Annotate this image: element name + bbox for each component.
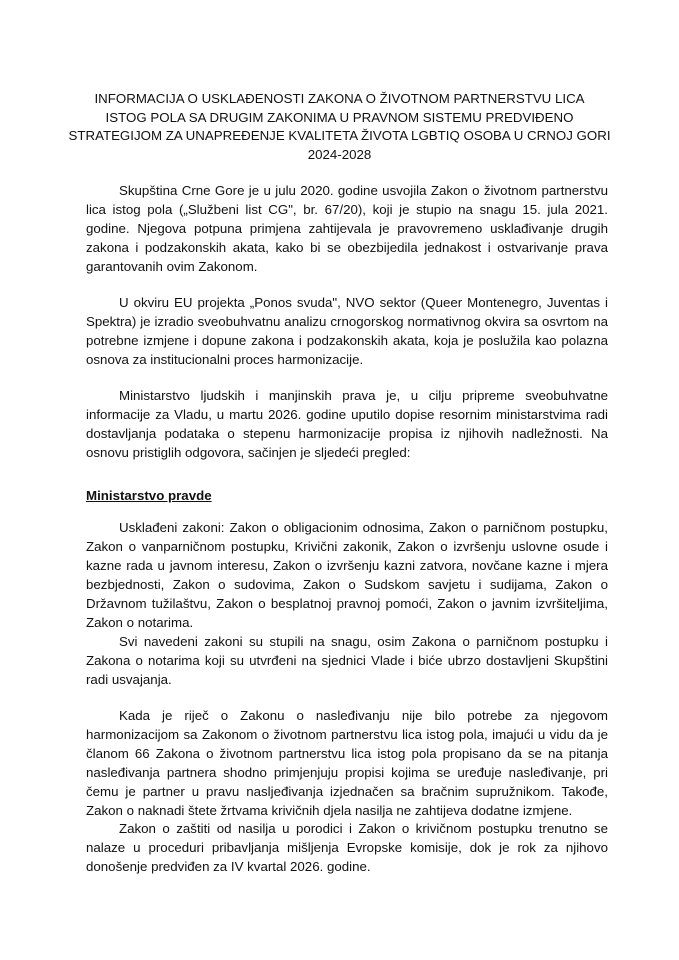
- section-paragraph: Zakon o zaštiti od nasilja u porodici i Zakon o krivičnom postupku trenutno se nalaze u proceduri pribavljanja mišljenja Evropske komisije, dok je rok za njihovo donošenje predviđen za IV kvartal 2026. godine.: [86, 821, 608, 874]
- title-line: STRATEGIJOM ZA UNAPREĐENJE KVALITETA ŽIVOTA LGBTIQ OSOBA U CRNOJ GORI: [68, 128, 611, 143]
- section-paragraph: Usklađeni zakoni: Zakon o obligacionim odnosima, Zakon o parničnom postupku, Zakon o vanparničnom postupku, Krivični zakonik, Zakon o izvršenju uslovne osude i kazne rada u javnom interesu, Zakon o izvršenju kazni zatvora, novčane kazne i mjera bezbjednosti, Zakon o sudovima, Zakon o Sudskom savjetu i sudijama, Zakon o Državnom tužilaštvu, Zakon o besplatnoj pravnoj pomoći, Zakon o javnim izvršiteljima, Zakon o notarima.: [86, 520, 608, 630]
- intro-paragraph: U okviru EU projekta „Ponos svuda", NVO sektor (Queer Montenegro, Juventas i Spektra) je izradio sveobuhvatnu analizu crnogorskog normativnog okvira sa osvrtom na potrebne izmjene i dopune zakona i podzakonskih akata, koja je poslužila kao polazna osnova za institucionalni proces harmonizacije.: [86, 295, 608, 367]
- document-title: [60, 90, 619, 164]
- title-year: 2024-2028: [307, 146, 372, 162]
- intro-paragraph: Skupština Crne Gore je u julu 2020. godine usvojila Zakon o životnom partnerstvu lica istog pola („Službeni list CG", br. 67/20), koji je stupio na snagu 15. jula 2021. godine. Njegova potpuna primjena zahtijevala je pravovremeno usklađivanje drugih zakona i podzakonskih akata, kako bi se obezbijedila jednakost i ostvarivanje prava garantovanih ovim Zakonom.: [86, 183, 608, 274]
- section-paragraph: Kada je riječ o Zakonu o nasleđivanju nije bilo potrebe za njegovom harmonizacijom sa Zakonom o životnom partnerstvu lica istog pola, imajući u vidu da je članom 66 Zakona o životnom partnerstvu lica istog pola propisano da se na pitanja nasleđivanja partnera shodno primjenjuju propisi kojima se uređuje nasleđivanje, pri čemu je partner u pravu nasljeđivanja izjednačen sa bračnim supružnikom. Takođe, Zakon o naknadi štete žrtvama krivičnih djela nasilja ne zahtijeva dodatne izmjene.: [86, 708, 608, 818]
- intro-paragraph: Ministarstvo ljudskih i manjinskih prava je, u cilju pripreme sveobuhvatne informacije za Vladu, u martu 2026. godine uputilo dopise resornim ministarstvima radi dostavljanja podataka o stepenu harmonizacije propisa iz njihovih nadležnosti. Na osnovu pristiglih odgovora, sačinjen je sljedeći pregled:: [86, 388, 608, 460]
- section-heading: Ministarstvo pravde: [86, 488, 212, 503]
- section-paragraph: Svi navedeni zakoni su stupili na snagu, osim Zakona o parničnom postupku i Zakona o notarima koji su utvrđeni na sjednici Vlade i biće ubrzo dostavljeni Skupštini radi usvajanja.: [86, 634, 608, 687]
- title-line: INFORMACIJA O USKLAĐENOSTI ZAKONA O ŽIVOTNOM PARTNERSTVU LICA: [94, 91, 585, 106]
- title-line: ISTOG POLA SA DRUGIM ZAKONIMA U PRAVNOM SISTEMU PREDVIĐENO: [105, 109, 574, 125]
